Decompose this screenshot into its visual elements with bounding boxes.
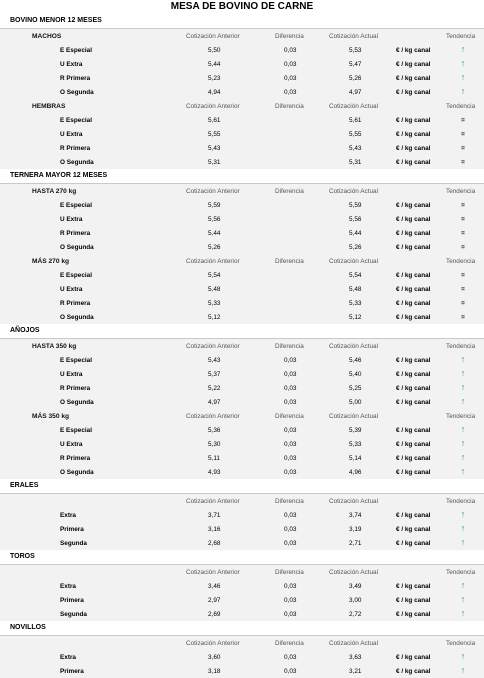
- row-label: E Especial: [60, 117, 92, 124]
- trend-up-arrow-icon: ↑: [460, 424, 466, 434]
- column-header-act: Cotización Actual: [329, 413, 379, 420]
- section-title: NOVILLOS: [0, 621, 484, 636]
- trend-up-arrow-icon: ↑: [460, 396, 466, 406]
- group-header: [0, 254, 484, 268]
- trend-up-arrow-icon: ↑: [460, 44, 466, 54]
- column-header-diff: Diferencia: [275, 640, 304, 647]
- unit-label: € / kg canal: [396, 371, 431, 378]
- table-row: [0, 367, 484, 381]
- section-title: ERALES: [0, 479, 484, 494]
- table-row: [0, 310, 484, 324]
- table-row: [0, 212, 484, 226]
- current-price: 5,33: [349, 441, 362, 448]
- trend-equal-icon: =: [461, 286, 465, 293]
- unit-label: € / kg canal: [396, 230, 431, 237]
- group-header: [0, 339, 484, 353]
- prev-price: 5,44: [208, 61, 221, 68]
- trend-up-arrow-icon: ↑: [460, 382, 466, 392]
- row-label: Extra: [60, 654, 76, 661]
- unit-label: € / kg canal: [396, 61, 431, 68]
- unit-label: € / kg canal: [396, 597, 431, 604]
- current-price: 5,43: [349, 145, 362, 152]
- current-price: 5,14: [349, 455, 362, 462]
- column-header-act: Cotización Actual: [329, 103, 379, 110]
- row-label: Primera: [60, 668, 84, 675]
- unit-label: € / kg canal: [396, 286, 431, 293]
- column-header-trend: Tendencia: [446, 640, 476, 647]
- prev-price: 5,48: [208, 286, 221, 293]
- difference: 0,03: [284, 47, 297, 54]
- trend-up-arrow-icon: ↑: [460, 438, 466, 448]
- difference: 0,03: [284, 371, 297, 378]
- unit-label: € / kg canal: [396, 427, 431, 434]
- trend-equal-icon: =: [461, 159, 465, 166]
- column-header-diff: Diferencia: [275, 343, 304, 350]
- prev-price: 2,69: [208, 611, 221, 618]
- current-price: 5,12: [349, 314, 362, 321]
- table-row: [0, 650, 484, 664]
- current-price: 5,56: [349, 216, 362, 223]
- unit-label: € / kg canal: [396, 357, 431, 364]
- difference: 0,03: [284, 597, 297, 604]
- prev-price: 5,55: [208, 131, 221, 138]
- trend-up-arrow-icon: ↑: [460, 466, 466, 476]
- unit-label: € / kg canal: [396, 583, 431, 590]
- unit-label: € / kg canal: [396, 654, 431, 661]
- trend-up-arrow-icon: ↑: [460, 537, 466, 547]
- prev-price: 3,46: [208, 583, 221, 590]
- table-row: [0, 664, 484, 678]
- prev-price: 5,30: [208, 441, 221, 448]
- group-name: HASTA 270 kg: [32, 188, 77, 195]
- unit-label: € / kg canal: [396, 131, 431, 138]
- group-name: MÁS 270 kg: [32, 258, 70, 265]
- page-title: MESA DE BOVINO DE CARNE: [0, 0, 484, 15]
- column-header-prev: Cotización Anterior: [186, 343, 240, 350]
- trend-equal-icon: =: [461, 202, 465, 209]
- unit-label: € / kg canal: [396, 314, 431, 321]
- trend-up-arrow-icon: ↑: [460, 58, 466, 68]
- column-header-diff: Diferencia: [275, 498, 304, 505]
- difference: 0,03: [284, 89, 297, 96]
- row-label: U Extra: [60, 286, 83, 293]
- table-row: [0, 240, 484, 254]
- column-header-prev: Cotización Anterior: [186, 640, 240, 647]
- group-name: HASTA 350 kg: [32, 343, 77, 350]
- prev-price: 5,50: [208, 47, 221, 54]
- current-price: 3,49: [349, 583, 362, 590]
- unit-label: € / kg canal: [396, 272, 431, 279]
- difference: 0,03: [284, 654, 297, 661]
- row-label: Primera: [60, 526, 84, 533]
- prev-price: 5,43: [208, 357, 221, 364]
- current-price: 3,21: [349, 668, 362, 675]
- column-header-act: Cotización Actual: [329, 569, 379, 576]
- trend-up-arrow-icon: ↑: [460, 594, 466, 604]
- group-header: [0, 636, 484, 650]
- prev-price: 5,61: [208, 117, 221, 124]
- prev-price: 5,36: [208, 427, 221, 434]
- column-header-diff: Diferencia: [275, 413, 304, 420]
- current-price: 4,96: [349, 469, 362, 476]
- table-row: [0, 296, 484, 310]
- table-row: [0, 282, 484, 296]
- difference: 0,03: [284, 357, 297, 364]
- prev-price: 5,23: [208, 75, 221, 82]
- prev-price: 5,26: [208, 244, 221, 251]
- row-label: Extra: [60, 512, 76, 519]
- trend-equal-icon: =: [461, 216, 465, 223]
- column-header-act: Cotización Actual: [329, 258, 379, 265]
- current-price: 3,00: [349, 597, 362, 604]
- row-label: E Especial: [60, 357, 92, 364]
- row-label: O Segunda: [60, 469, 94, 476]
- row-label: R Primera: [60, 75, 91, 82]
- column-header-trend: Tendencia: [446, 258, 476, 265]
- difference: 0,03: [284, 61, 297, 68]
- row-label: O Segunda: [60, 159, 94, 166]
- table-row: [0, 607, 484, 621]
- difference: 0,03: [284, 583, 297, 590]
- current-price: 5,55: [349, 131, 362, 138]
- trend-equal-icon: =: [461, 272, 465, 279]
- trend-up-arrow-icon: ↑: [460, 354, 466, 364]
- row-label: O Segunda: [60, 244, 94, 251]
- column-header-prev: Cotización Anterior: [186, 569, 240, 576]
- group-header: [0, 409, 484, 423]
- column-header-prev: Cotización Anterior: [186, 258, 240, 265]
- current-price: 5,26: [349, 244, 362, 251]
- column-header-diff: Diferencia: [275, 188, 304, 195]
- table-row: [0, 522, 484, 536]
- trend-equal-icon: =: [461, 244, 465, 251]
- prev-price: 2,68: [208, 540, 221, 547]
- current-price: 3,19: [349, 526, 362, 533]
- row-label: Primera: [60, 597, 84, 604]
- column-header-diff: Diferencia: [275, 103, 304, 110]
- table-row: [0, 127, 484, 141]
- difference: 0,03: [284, 526, 297, 533]
- row-label: U Extra: [60, 61, 83, 68]
- trend-equal-icon: =: [461, 300, 465, 307]
- section-title: AÑOJOS: [0, 324, 484, 339]
- prev-price: 5,31: [208, 159, 221, 166]
- row-label: O Segunda: [60, 89, 94, 96]
- current-price: 5,61: [349, 117, 362, 124]
- difference: 0,03: [284, 75, 297, 82]
- row-label: O Segunda: [60, 399, 94, 406]
- trend-up-arrow-icon: ↑: [460, 523, 466, 533]
- row-label: R Primera: [60, 145, 91, 152]
- table-row: [0, 593, 484, 607]
- column-header-act: Cotización Actual: [329, 498, 379, 505]
- prev-price: 5,22: [208, 385, 221, 392]
- prev-price: 5,43: [208, 145, 221, 152]
- current-price: 5,33: [349, 300, 362, 307]
- column-header-trend: Tendencia: [446, 33, 476, 40]
- prev-price: 5,11: [208, 455, 220, 462]
- trend-up-arrow-icon: ↑: [460, 452, 466, 462]
- prev-price: 5,33: [208, 300, 221, 307]
- unit-label: € / kg canal: [396, 469, 431, 476]
- trend-equal-icon: =: [461, 131, 465, 138]
- unit-label: € / kg canal: [396, 441, 431, 448]
- table-row: [0, 395, 484, 409]
- unit-label: € / kg canal: [396, 202, 431, 209]
- group-header: [0, 494, 484, 508]
- section-title: TOROS: [0, 550, 484, 565]
- trend-up-arrow-icon: ↑: [460, 368, 466, 378]
- trend-equal-icon: =: [461, 230, 465, 237]
- current-price: 5,59: [349, 202, 362, 209]
- table-row: [0, 71, 484, 85]
- difference: 0,03: [284, 540, 297, 547]
- table-row: [0, 536, 484, 550]
- price-table: [0, 14, 484, 678]
- table-row: [0, 141, 484, 155]
- section-title: BOVINO MENOR 12 MESES: [0, 14, 484, 29]
- prev-price: 5,56: [208, 216, 221, 223]
- unit-label: € / kg canal: [396, 159, 431, 166]
- row-label: R Primera: [60, 385, 91, 392]
- unit-label: € / kg canal: [396, 668, 431, 675]
- difference: 0,03: [284, 512, 297, 519]
- column-header-diff: Diferencia: [275, 569, 304, 576]
- table-row: [0, 353, 484, 367]
- difference: 0,03: [284, 668, 297, 675]
- unit-label: € / kg canal: [396, 526, 431, 533]
- current-price: 5,53: [349, 47, 362, 54]
- prev-price: 3,60: [208, 654, 221, 661]
- group-header: [0, 29, 484, 43]
- column-header-act: Cotización Actual: [329, 33, 379, 40]
- column-header-trend: Tendencia: [446, 413, 476, 420]
- row-label: U Extra: [60, 441, 83, 448]
- current-price: 5,46: [349, 357, 362, 364]
- table-row: [0, 43, 484, 57]
- unit-label: € / kg canal: [396, 300, 431, 307]
- group-header: [0, 184, 484, 198]
- row-label: R Primera: [60, 300, 91, 307]
- table-row: [0, 579, 484, 593]
- unit-label: € / kg canal: [396, 244, 431, 251]
- row-label: E Especial: [60, 272, 92, 279]
- difference: 0,03: [284, 427, 297, 434]
- row-label: U Extra: [60, 216, 83, 223]
- column-header-trend: Tendencia: [446, 569, 476, 576]
- column-header-prev: Cotización Anterior: [186, 33, 240, 40]
- table-row: [0, 423, 484, 437]
- column-header-trend: Tendencia: [446, 343, 476, 350]
- row-label: Segunda: [60, 611, 87, 618]
- difference: 0,03: [284, 455, 297, 462]
- column-header-trend: Tendencia: [446, 188, 476, 195]
- trend-up-arrow-icon: ↑: [460, 509, 466, 519]
- row-label: E Especial: [60, 427, 92, 434]
- row-label: E Especial: [60, 47, 92, 54]
- unit-label: € / kg canal: [396, 455, 431, 462]
- current-price: 3,63: [349, 654, 362, 661]
- group-name: MACHOS: [32, 33, 62, 40]
- trend-up-arrow-icon: ↑: [460, 665, 466, 675]
- prev-price: 4,94: [208, 89, 221, 96]
- current-price: 5,48: [349, 286, 362, 293]
- column-header-diff: Diferencia: [275, 33, 304, 40]
- current-price: 5,40: [349, 371, 362, 378]
- table-row: [0, 155, 484, 169]
- table-row: [0, 226, 484, 240]
- prev-price: 2,97: [208, 597, 221, 604]
- difference: 0,03: [284, 399, 297, 406]
- group-name: MÁS 350 kg: [32, 413, 70, 420]
- prev-price: 3,16: [208, 526, 221, 533]
- trend-equal-icon: =: [461, 314, 465, 321]
- prev-price: 5,59: [208, 202, 221, 209]
- difference: 0,03: [284, 441, 297, 448]
- group-name: HEMBRAS: [32, 103, 66, 110]
- column-header-trend: Tendencia: [446, 103, 476, 110]
- column-header-diff: Diferencia: [275, 258, 304, 265]
- current-price: 5,44: [349, 230, 362, 237]
- row-label: E Especial: [60, 202, 92, 209]
- group-header: [0, 565, 484, 579]
- column-header-act: Cotización Actual: [329, 343, 379, 350]
- table-row: [0, 437, 484, 451]
- table-row: [0, 508, 484, 522]
- section-title: TERNERA MAYOR 12 MESES: [0, 169, 484, 184]
- current-price: 5,25: [349, 385, 362, 392]
- unit-label: € / kg canal: [396, 89, 431, 96]
- current-price: 3,74: [349, 512, 362, 519]
- difference: 0,03: [284, 385, 297, 392]
- prev-price: 5,54: [208, 272, 221, 279]
- row-label: R Primera: [60, 455, 91, 462]
- prev-price: 3,71: [208, 512, 221, 519]
- unit-label: € / kg canal: [396, 47, 431, 54]
- current-price: 2,71: [349, 540, 362, 547]
- current-price: 5,39: [349, 427, 362, 434]
- table-row: [0, 451, 484, 465]
- current-price: 5,47: [349, 61, 362, 68]
- difference: 0,03: [284, 611, 297, 618]
- trend-up-arrow-icon: ↑: [460, 72, 466, 82]
- trend-up-arrow-icon: ↑: [460, 580, 466, 590]
- unit-label: € / kg canal: [396, 117, 431, 124]
- prev-price: 5,12: [208, 314, 221, 321]
- row-label: Extra: [60, 583, 76, 590]
- current-price: 5,00: [349, 399, 362, 406]
- table-row: [0, 57, 484, 71]
- trend-up-arrow-icon: ↑: [460, 651, 466, 661]
- column-header-prev: Cotización Anterior: [186, 188, 240, 195]
- unit-label: € / kg canal: [396, 399, 431, 406]
- trend-equal-icon: =: [461, 117, 465, 124]
- column-header-act: Cotización Actual: [329, 640, 379, 647]
- table-row: [0, 268, 484, 282]
- row-label: U Extra: [60, 371, 83, 378]
- trend-up-arrow-icon: ↑: [460, 608, 466, 618]
- table-row: [0, 113, 484, 127]
- current-price: 5,26: [349, 75, 362, 82]
- row-label: Segunda: [60, 540, 87, 547]
- column-header-trend: Tendencia: [446, 498, 476, 505]
- prev-price: 3,18: [208, 668, 221, 675]
- table-row: [0, 85, 484, 99]
- row-label: U Extra: [60, 131, 83, 138]
- trend-equal-icon: =: [461, 145, 465, 152]
- unit-label: € / kg canal: [396, 512, 431, 519]
- unit-label: € / kg canal: [396, 611, 431, 618]
- current-price: 5,54: [349, 272, 362, 279]
- group-header: [0, 99, 484, 113]
- unit-label: € / kg canal: [396, 145, 431, 152]
- unit-label: € / kg canal: [396, 385, 431, 392]
- unit-label: € / kg canal: [396, 216, 431, 223]
- unit-label: € / kg canal: [396, 75, 431, 82]
- prev-price: 5,37: [208, 371, 221, 378]
- unit-label: € / kg canal: [396, 540, 431, 547]
- current-price: 4,97: [349, 89, 362, 96]
- prev-price: 5,44: [208, 230, 221, 237]
- current-price: 2,72: [349, 611, 362, 618]
- column-header-prev: Cotización Anterior: [186, 103, 240, 110]
- column-header-act: Cotización Actual: [329, 188, 379, 195]
- prev-price: 4,97: [208, 399, 221, 406]
- column-header-prev: Cotización Anterior: [186, 413, 240, 420]
- row-label: O Segunda: [60, 314, 94, 321]
- column-header-prev: Cotización Anterior: [186, 498, 240, 505]
- current-price: 5,31: [349, 159, 362, 166]
- table-row: [0, 465, 484, 479]
- prev-price: 4,93: [208, 469, 221, 476]
- row-label: R Primera: [60, 230, 91, 237]
- table-row: [0, 198, 484, 212]
- table-row: [0, 381, 484, 395]
- trend-up-arrow-icon: ↑: [460, 86, 466, 96]
- difference: 0,03: [284, 469, 297, 476]
